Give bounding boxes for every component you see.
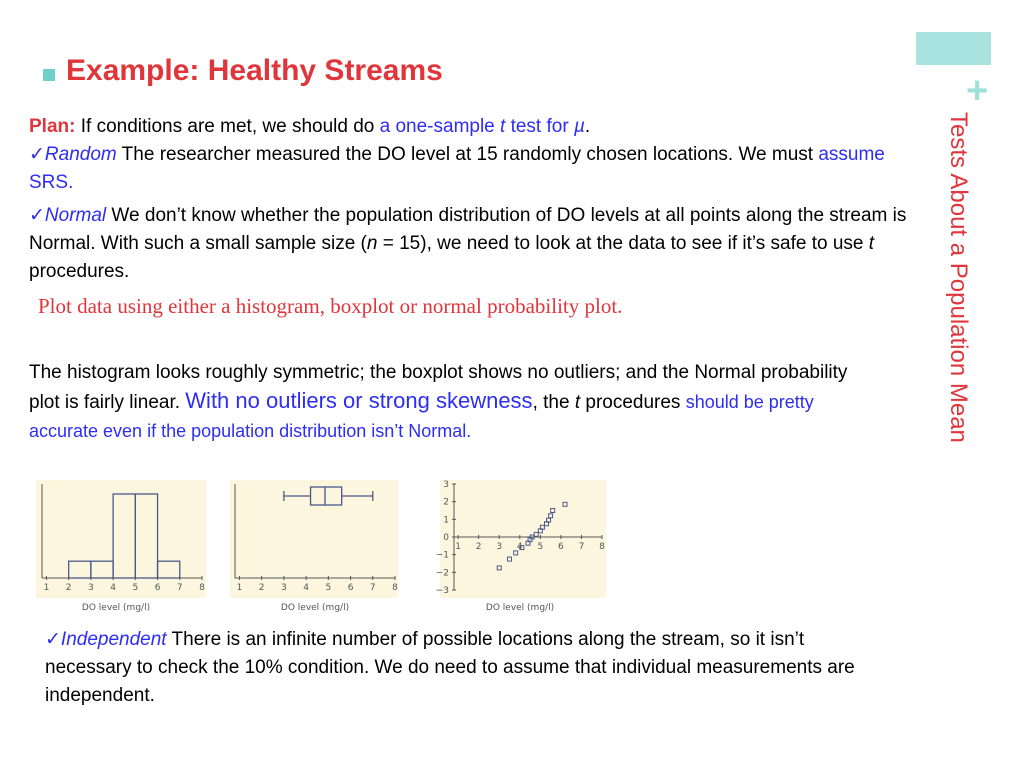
plus-icon: + [966, 70, 989, 112]
conclusion-paragraph [29, 359, 859, 446]
plan-t: t [500, 116, 506, 137]
boxplot-x-tick-label: 4 [303, 583, 309, 593]
nplot-x-tick-label: 5 [537, 542, 544, 552]
boxplot-chart [230, 480, 398, 613]
histogram-panel [36, 480, 206, 598]
nplot-y-tick-label: 3 [443, 480, 449, 490]
plan-text: If conditions are met, we should do [75, 116, 380, 137]
plan-blue-text: a one-sample [379, 116, 501, 137]
conclusion-t: t [574, 392, 581, 413]
nplot-x-tick-label: 8 [599, 542, 605, 552]
square-bullet-icon [43, 69, 55, 81]
nplot-x-tick-label: 7 [578, 542, 585, 552]
boxplot-x-tick-label: 7 [369, 583, 376, 593]
nplot-x-label: DO level (mg/l) [485, 603, 555, 613]
charts-figure [30, 474, 610, 620]
independent-label: Independent [60, 629, 167, 650]
histogram-x-tick-label: 5 [132, 583, 139, 593]
conclusion-blue-text: should be pretty accurate even if the population distribution isn’t Normal. [29, 392, 814, 441]
normal-n: n [366, 233, 378, 254]
nplot-x-tick-label: 4 [516, 542, 523, 552]
conclusion-text: The histogram looks roughly symmetric; the boxplot shows no outliers; and the Normal probability plot is fairly linear. [29, 362, 848, 413]
histogram-chart [36, 480, 206, 613]
random-blue-text: assume SRS. [29, 144, 885, 193]
nplot-y-tick-label: −1 [435, 550, 449, 561]
normal-text-2: = 15), we need to look at the data to see if it’s safe to use [377, 233, 869, 254]
plan-mu: µ [573, 116, 585, 137]
check-icon: ✓ [45, 629, 61, 650]
plan-end: . [584, 116, 591, 137]
nplot-y-tick-label: 1 [443, 515, 449, 526]
normal-label: Normal [44, 205, 107, 226]
conclusion-text-2: , the [532, 392, 575, 413]
plan-blue-text-2: test for [505, 116, 574, 137]
random-text: The researcher measured the DO level at 15 randomly chosen locations. We must [116, 144, 819, 165]
boxplot-x-tick-label: 8 [392, 583, 398, 593]
boxplot-x-label: DO level (mg/l) [280, 603, 350, 613]
boxplot-x-tick-label: 1 [236, 583, 243, 593]
random-paragraph [29, 141, 929, 197]
boxplot-x-tick-label: 5 [325, 583, 332, 593]
independent-text: There is an infinite number of possible locations along the stream, so it isn’t necessary to check the 10% condition. We do need to assume that individual measurements are independent. [45, 629, 855, 706]
nplot-x-tick-label: 6 [558, 542, 564, 552]
histogram-x-label: DO level (mg/l) [81, 603, 151, 613]
histogram-x-tick-label: 4 [110, 583, 116, 593]
plot-note: Plot data using either a histogram, boxplot or normal probability plot. [38, 294, 623, 318]
nplot-y-tick-label: −3 [435, 586, 449, 596]
normal-t: t [868, 233, 875, 254]
corner-accent-block [916, 32, 991, 65]
histogram-x-tick-label: 1 [43, 583, 50, 593]
nplot-y-tick-label: 2 [443, 497, 449, 508]
nplot-y-tick-label: −2 [435, 568, 449, 579]
plan-label: Plan: [29, 116, 76, 137]
check-icon: ✓ [29, 205, 45, 226]
nplot-x-tick-label: 1 [455, 542, 461, 552]
normal-text-3: procedures. [29, 261, 130, 282]
normal-paragraph [29, 202, 919, 286]
boxplot-x-tick-label: 6 [347, 583, 354, 593]
boxplot-x-tick-label: 2 [258, 583, 265, 593]
nplot-x-tick-label: 2 [475, 542, 482, 552]
conclusion-blue-emphasis: With no outliers or strong skewness [185, 388, 533, 413]
independent-paragraph [45, 626, 865, 710]
plan-line [29, 113, 929, 141]
nplot-x-tick-label: 3 [496, 542, 503, 552]
histogram-x-tick-label: 2 [65, 583, 72, 593]
histogram-x-tick-label: 6 [154, 583, 161, 593]
side-title: Tests About a Population Mean [945, 112, 972, 443]
random-label: Random [44, 144, 117, 165]
histogram-x-tick-label: 3 [88, 583, 94, 593]
conclusion-text-3: procedures [580, 392, 686, 413]
normal-text: We don’t know whether the population distribution of DO levels at all points along the stream is Normal. With such a small sample size ( [29, 205, 907, 254]
boxplot-x-tick-label: 3 [281, 583, 287, 593]
slide-title: Example: Healthy Streams [66, 54, 443, 87]
nplot-y-tick-label: 0 [443, 533, 449, 543]
histogram-x-tick-label: 8 [199, 583, 205, 593]
histogram-x-tick-label: 7 [176, 583, 183, 593]
normal-probability-plot [436, 480, 606, 613]
check-icon: ✓ [29, 144, 45, 165]
